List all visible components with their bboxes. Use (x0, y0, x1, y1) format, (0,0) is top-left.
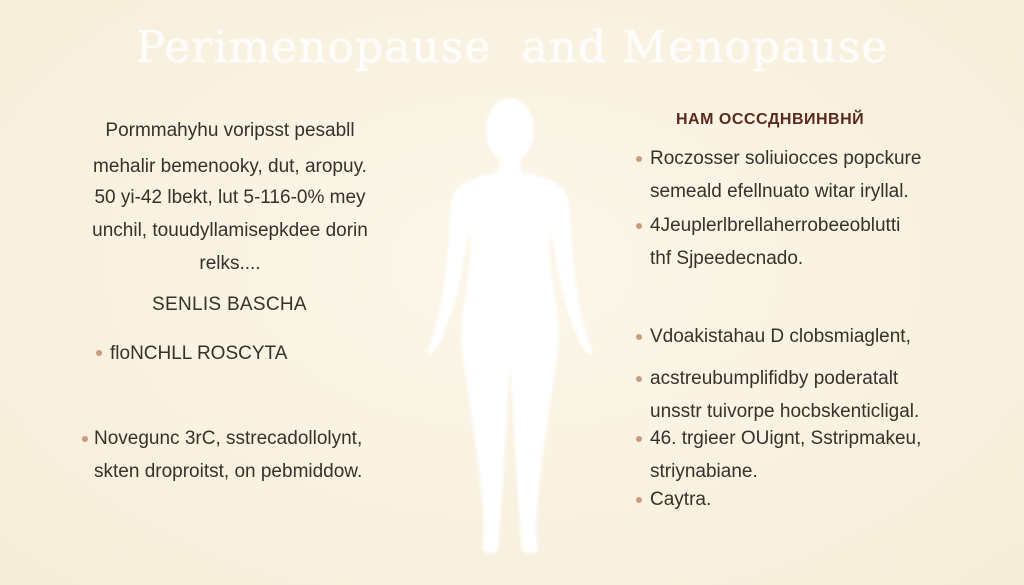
bullet-dot (636, 156, 642, 162)
text-line: Pormmahyhu voripsst pesabll (105, 120, 355, 141)
text-line: acstreubumplifidby poderatalt (650, 368, 899, 389)
human-silhouette (420, 98, 600, 558)
left-paragraph-2 (40, 181, 420, 280)
text-line: unsstr tuivorpe hocbskenticligal. (650, 401, 920, 422)
right-bullet-3 (650, 320, 911, 353)
bullet-dot (636, 223, 642, 229)
text-line: 50 yi-42 lbekt, lut 5-116-0% mey (94, 187, 366, 208)
left-bullet-2 (94, 422, 362, 488)
text-line: relks.... (199, 253, 261, 274)
right-section-heading: HAM OCCCДHBИHBHЙ (676, 111, 865, 128)
text-line: semeald efellnuato witar iryllal. (650, 181, 909, 202)
text-line: Novegunc 3rC, sstrecadollolynt, (94, 428, 363, 449)
text-line: 4Jeuplerlbrellaherrobeeoblutti (650, 215, 901, 236)
page-title: Perimenopause and Menopause (135, 22, 889, 73)
right-bullet-5 (650, 422, 921, 488)
text-line: Roczosser soliuiocces popckure (650, 148, 922, 169)
text-line: Caytra. (650, 489, 712, 510)
bullet-dot (636, 436, 642, 442)
right-bullet-2 (650, 209, 900, 275)
left-section-heading: SENLIS BASCHA (152, 294, 307, 315)
text-line: unchil, touudyllamisepkdee dorin (92, 220, 368, 241)
bullet-dot (82, 436, 88, 442)
bullet-dot (636, 376, 642, 382)
bullet-dot (636, 334, 642, 340)
left-paragraph-1 (40, 114, 420, 183)
bullet-dot (636, 497, 642, 503)
text-line: Vdoakistahau D clobsmiaglent, (650, 326, 911, 347)
text-line: striynabiane. (650, 461, 758, 482)
text-line: thf Sjpeedecnado. (650, 248, 804, 269)
right-bullet-6 (650, 483, 711, 516)
right-bullet-4 (650, 362, 919, 428)
right-bullet-1 (650, 142, 921, 208)
bullet-dot (96, 350, 102, 356)
text-line: mehalir bemenooky, dut, aropuy. (93, 156, 367, 177)
left-bullet-1: floNCHLL ROSCYTA (110, 343, 288, 364)
text-line: skten droproitst, on pebmiddow. (94, 461, 363, 482)
text-line: 46. trgieer OUignt, Sstripmakeu, (650, 428, 922, 449)
